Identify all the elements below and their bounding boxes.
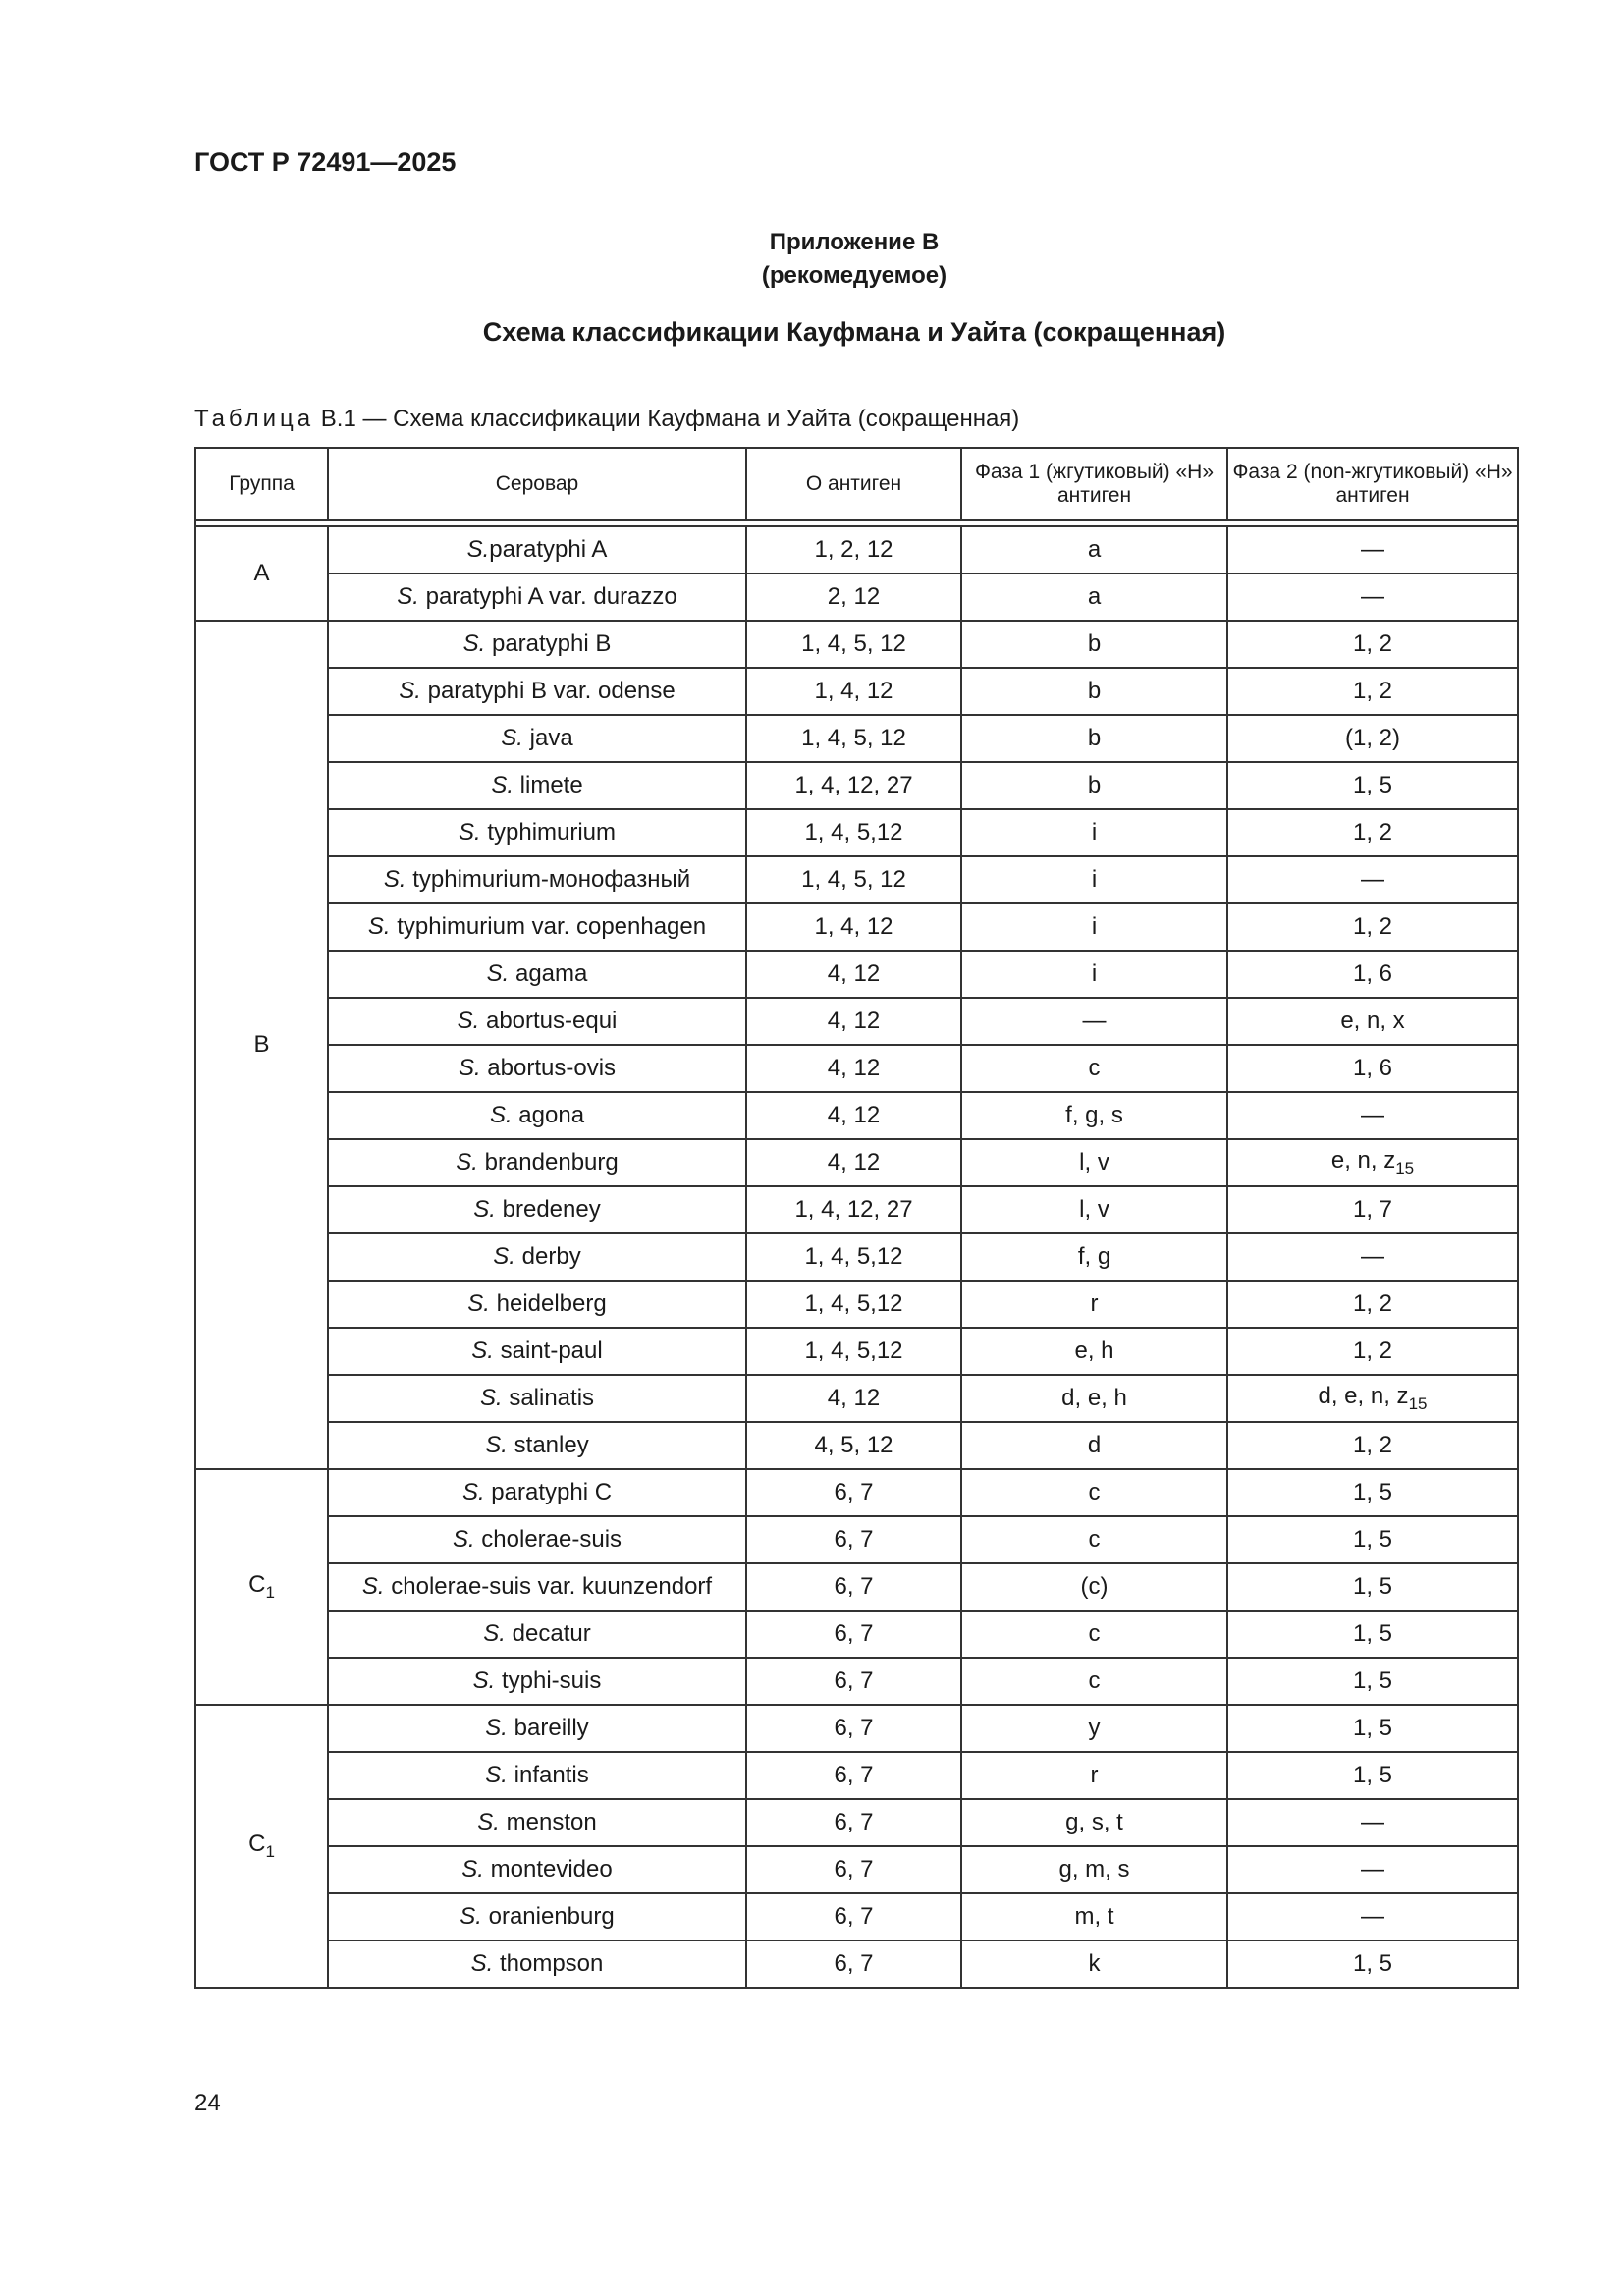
phase-2-value: d, e, n, z bbox=[1318, 1383, 1409, 1410]
o-antigen-cell: 1, 4, 5, 12 bbox=[746, 715, 961, 762]
o-antigen-cell: 4, 12 bbox=[746, 998, 961, 1045]
genus-abbreviation: S. bbox=[483, 1620, 506, 1647]
serovar-cell bbox=[328, 1233, 746, 1281]
table-row bbox=[195, 1139, 1518, 1186]
serovar-cell bbox=[328, 1092, 746, 1139]
genus-abbreviation: S. bbox=[461, 1479, 485, 1505]
column-header-phase-2: Фаза 2 (non-жгутиковый) «Н» антиген bbox=[1227, 448, 1518, 520]
phase-2-value: 1, 5 bbox=[1352, 1715, 1393, 1741]
phase-2-value: 1, 6 bbox=[1352, 1055, 1393, 1081]
serovar-name: oranienburg bbox=[481, 1903, 615, 1930]
table-row bbox=[195, 715, 1518, 762]
phase-1-cell: c bbox=[961, 1469, 1227, 1516]
o-antigen-cell: 1, 4, 12 bbox=[746, 903, 961, 951]
phase-2-cell bbox=[1227, 1139, 1518, 1186]
phase-2-value: 1, 2 bbox=[1352, 1432, 1393, 1458]
phase-2-cell bbox=[1227, 1281, 1518, 1328]
serovar-cell bbox=[328, 1705, 746, 1752]
phase-1-cell: b bbox=[961, 762, 1227, 809]
phase-2-value: 1, 7 bbox=[1352, 1196, 1393, 1223]
section-title: Схема классификации Кауфмана и Уайта (сокращенная) bbox=[482, 317, 1226, 347]
phase-1-cell: e, h bbox=[961, 1328, 1227, 1375]
serovar-name: java bbox=[522, 725, 573, 751]
table-row bbox=[195, 1186, 1518, 1233]
phase-2-value: — bbox=[1361, 1809, 1384, 1835]
phase-2-cell bbox=[1227, 1516, 1518, 1563]
serovar-name: infantis bbox=[507, 1762, 589, 1788]
phase-2-value: 1, 2 bbox=[1352, 819, 1393, 846]
phase-2-cell bbox=[1227, 856, 1518, 903]
serovar-cell bbox=[328, 1139, 746, 1186]
genus-abbreviation: S. bbox=[479, 1385, 503, 1411]
phase-1-cell: m, t bbox=[961, 1893, 1227, 1941]
serovar-cell bbox=[328, 1045, 746, 1092]
genus-abbreviation: S. bbox=[491, 772, 514, 798]
o-antigen-cell: 6, 7 bbox=[746, 1658, 961, 1705]
phase-2-value: (1, 2) bbox=[1344, 725, 1400, 751]
table-row bbox=[195, 998, 1518, 1045]
phase-1-cell: r bbox=[961, 1752, 1227, 1799]
table-row bbox=[195, 621, 1518, 668]
genus-abbreviation: S. bbox=[462, 630, 486, 657]
genus-abbreviation: S. bbox=[461, 1856, 484, 1883]
phase-1-cell: c bbox=[961, 1045, 1227, 1092]
phase-2-cell bbox=[1227, 574, 1518, 621]
group-label: C bbox=[248, 1831, 266, 1858]
genus-abbreviation: S. bbox=[477, 1809, 500, 1835]
genus-abbreviation: S. bbox=[470, 1950, 494, 1977]
serovar-name: typhimurium bbox=[480, 819, 617, 846]
phase-1-cell: c bbox=[961, 1658, 1227, 1705]
genus-abbreviation: S. bbox=[489, 1102, 513, 1128]
phase-1-cell: i bbox=[961, 809, 1227, 856]
serovar-cell bbox=[328, 762, 746, 809]
serovar-name: typhi-suis bbox=[495, 1667, 602, 1694]
o-antigen-cell: 4, 12 bbox=[746, 1045, 961, 1092]
serovar-cell bbox=[328, 574, 746, 621]
phase-2-cell bbox=[1227, 1658, 1518, 1705]
phase-2-cell bbox=[1227, 1799, 1518, 1846]
genus-abbreviation: S. bbox=[457, 1008, 480, 1034]
serovar-name: paratyphi A bbox=[489, 536, 608, 563]
phase-1-cell: a bbox=[961, 526, 1227, 574]
o-antigen-cell: 4, 5, 12 bbox=[746, 1422, 961, 1469]
phase-1-cell: b bbox=[961, 621, 1227, 668]
serovar-name: cholerae-suis bbox=[474, 1526, 622, 1553]
genus-abbreviation: S. bbox=[399, 678, 421, 704]
serovar-name: bredeney bbox=[495, 1196, 601, 1223]
serovar-cell bbox=[328, 1846, 746, 1893]
serovar-name: typhimurium var. copenhagen bbox=[390, 913, 707, 940]
serovar-name: thompson bbox=[493, 1950, 604, 1977]
phase-1-cell: i bbox=[961, 903, 1227, 951]
phase-2-value: — bbox=[1361, 1856, 1384, 1883]
serovar-cell bbox=[328, 1375, 746, 1422]
serovar-name: cholerae-suis var. kuunzendorf bbox=[384, 1573, 713, 1600]
group-cell bbox=[195, 526, 328, 621]
phase-2-subscript: 15 bbox=[1408, 1394, 1428, 1413]
group-label: C bbox=[248, 1571, 266, 1599]
serovar-cell bbox=[328, 1281, 746, 1328]
table-row bbox=[195, 1375, 1518, 1422]
phase-2-value: 1, 2 bbox=[1352, 913, 1393, 940]
group-label: B bbox=[253, 1031, 270, 1058]
serovar-cell bbox=[328, 1469, 746, 1516]
table-row bbox=[195, 856, 1518, 903]
serovar-cell bbox=[328, 1186, 746, 1233]
phase-2-value: — bbox=[1361, 866, 1384, 893]
table-row bbox=[195, 1563, 1518, 1611]
table-row bbox=[195, 762, 1518, 809]
phase-1-cell: — bbox=[961, 998, 1227, 1045]
phase-1-cell: b bbox=[961, 715, 1227, 762]
table-row bbox=[195, 1611, 1518, 1658]
column-header-group: Группа bbox=[195, 448, 328, 520]
serovar-name: decatur bbox=[505, 1620, 591, 1647]
group-subscript: 1 bbox=[265, 1841, 275, 1861]
phase-2-value: — bbox=[1361, 1903, 1384, 1930]
genus-abbreviation: S. bbox=[472, 1667, 496, 1694]
serovar-table bbox=[194, 447, 1519, 1989]
serovar-cell bbox=[328, 951, 746, 998]
table-row bbox=[195, 668, 1518, 715]
phase-2-value: 1, 5 bbox=[1352, 1479, 1393, 1505]
serovar-name: menston bbox=[499, 1809, 597, 1835]
serovar-cell bbox=[328, 526, 746, 574]
phase-1-cell: r bbox=[961, 1281, 1227, 1328]
phase-2-cell bbox=[1227, 1045, 1518, 1092]
o-antigen-cell: 1, 4, 5, 12 bbox=[746, 856, 961, 903]
genus-abbreviation: S. bbox=[460, 1903, 482, 1930]
phase-2-value: 1, 5 bbox=[1352, 1762, 1393, 1788]
serovar-cell bbox=[328, 1752, 746, 1799]
phase-2-cell bbox=[1227, 1563, 1518, 1611]
serovar-cell bbox=[328, 1799, 746, 1846]
phase-2-cell bbox=[1227, 1375, 1518, 1422]
serovar-name: typhimurium-монофазный bbox=[406, 866, 691, 893]
phase-1-cell: d bbox=[961, 1422, 1227, 1469]
annex-title: Приложение В bbox=[769, 229, 940, 255]
phase-2-cell bbox=[1227, 1941, 1518, 1988]
serovar-name: montevideo bbox=[483, 1856, 613, 1883]
phase-2-value: 1, 5 bbox=[1352, 1573, 1393, 1600]
genus-abbreviation: S. bbox=[383, 866, 406, 893]
serovar-name: heidelberg bbox=[489, 1290, 607, 1317]
o-antigen-cell: 1, 4, 12, 27 bbox=[746, 1186, 961, 1233]
table-row bbox=[195, 951, 1518, 998]
table-row bbox=[195, 526, 1518, 574]
serovar-cell bbox=[328, 668, 746, 715]
serovar-name: abortus-equi bbox=[479, 1008, 618, 1034]
phase-1-cell: c bbox=[961, 1611, 1227, 1658]
o-antigen-cell: 6, 7 bbox=[746, 1563, 961, 1611]
phase-2-cell bbox=[1227, 951, 1518, 998]
phase-1-cell: k bbox=[961, 1941, 1227, 1988]
phase-1-cell: l, v bbox=[961, 1139, 1227, 1186]
phase-1-cell: g, s, t bbox=[961, 1799, 1227, 1846]
column-header-phase-1: Фаза 1 (жгутиковый) «Н» антиген bbox=[961, 448, 1227, 520]
genus-abbreviation: S. bbox=[466, 536, 490, 563]
serovar-name: derby bbox=[514, 1243, 581, 1270]
group-cell bbox=[195, 1469, 328, 1705]
serovar-name: agona bbox=[512, 1102, 585, 1128]
phase-2-value: 1, 5 bbox=[1352, 1526, 1393, 1553]
phase-1-cell: d, e, h bbox=[961, 1375, 1227, 1422]
phase-2-value: 1, 2 bbox=[1352, 1338, 1393, 1364]
serovar-cell bbox=[328, 1658, 746, 1705]
serovar-name: brandenburg bbox=[477, 1149, 619, 1175]
serovar-cell bbox=[328, 1422, 746, 1469]
phase-2-value: 1, 5 bbox=[1352, 1620, 1393, 1647]
table-row bbox=[195, 1233, 1518, 1281]
phase-2-value: — bbox=[1361, 1243, 1384, 1270]
serovar-cell bbox=[328, 809, 746, 856]
annex-status: (рекомедуемое) bbox=[761, 262, 947, 289]
genus-abbreviation: S. bbox=[361, 1573, 385, 1600]
phase-2-cell bbox=[1227, 1469, 1518, 1516]
o-antigen-cell: 6, 7 bbox=[746, 1799, 961, 1846]
table-header-row bbox=[195, 448, 1518, 520]
page-number: 24 bbox=[194, 2090, 221, 2116]
serovar-name: abortus-ovis bbox=[480, 1055, 617, 1081]
phase-2-value: e, n, z bbox=[1330, 1147, 1396, 1175]
serovar-cell bbox=[328, 1516, 746, 1563]
phase-2-cell bbox=[1227, 903, 1518, 951]
genus-abbreviation: S. bbox=[485, 1715, 508, 1741]
o-antigen-cell: 4, 12 bbox=[746, 1139, 961, 1186]
table-row bbox=[195, 1658, 1518, 1705]
genus-abbreviation: S. bbox=[458, 1055, 481, 1081]
table-row bbox=[195, 574, 1518, 621]
table-row bbox=[195, 1752, 1518, 1799]
o-antigen-cell: 1, 4, 5,12 bbox=[746, 1281, 961, 1328]
o-antigen-cell: 1, 4, 5,12 bbox=[746, 1328, 961, 1375]
phase-1-cell: c bbox=[961, 1516, 1227, 1563]
o-antigen-cell: 6, 7 bbox=[746, 1941, 961, 1988]
table-caption-text: В.1 — Схема классификации Кауфмана и Уайта (сокращенная) bbox=[314, 406, 1020, 432]
serovar-cell bbox=[328, 856, 746, 903]
o-antigen-cell: 4, 12 bbox=[746, 1375, 961, 1422]
phase-2-cell bbox=[1227, 1893, 1518, 1941]
table-row bbox=[195, 1045, 1518, 1092]
serovar-name: bareilly bbox=[507, 1715, 589, 1741]
table-row bbox=[195, 1328, 1518, 1375]
group-subscript: 1 bbox=[265, 1582, 275, 1602]
o-antigen-cell: 1, 4, 12 bbox=[746, 668, 961, 715]
table-caption-prefix: Таблица bbox=[194, 406, 315, 432]
phase-2-value: 1, 5 bbox=[1352, 772, 1393, 798]
table-row bbox=[195, 1846, 1518, 1893]
group-cell bbox=[195, 1705, 328, 1988]
phase-2-cell bbox=[1227, 1705, 1518, 1752]
table-row bbox=[195, 1705, 1518, 1752]
o-antigen-cell: 4, 12 bbox=[746, 1092, 961, 1139]
serovar-cell bbox=[328, 715, 746, 762]
phase-2-cell bbox=[1227, 1328, 1518, 1375]
serovar-name: paratyphi B bbox=[485, 630, 612, 657]
annex-heading bbox=[0, 226, 1623, 293]
genus-abbreviation: S. bbox=[493, 1243, 515, 1270]
phase-2-cell bbox=[1227, 1611, 1518, 1658]
genus-abbreviation: S. bbox=[367, 913, 391, 940]
genus-abbreviation: S. bbox=[471, 1338, 494, 1364]
column-header-serovar: Серовар bbox=[328, 448, 746, 520]
phase-2-value: — bbox=[1361, 536, 1384, 563]
serovar-name: salinatis bbox=[502, 1385, 595, 1411]
phase-1-cell: a bbox=[961, 574, 1227, 621]
serovar-cell bbox=[328, 903, 746, 951]
serovar-name: paratyphi C bbox=[484, 1479, 613, 1505]
genus-abbreviation: S. bbox=[485, 1432, 508, 1458]
phase-2-cell bbox=[1227, 1752, 1518, 1799]
phase-1-cell: i bbox=[961, 951, 1227, 998]
o-antigen-cell: 1, 2, 12 bbox=[746, 526, 961, 574]
o-antigen-cell: 6, 7 bbox=[746, 1846, 961, 1893]
table-row bbox=[195, 1281, 1518, 1328]
genus-abbreviation: S. bbox=[456, 1149, 478, 1175]
o-antigen-cell: 1, 4, 12, 27 bbox=[746, 762, 961, 809]
group-cell bbox=[195, 621, 328, 1469]
serovar-name: stanley bbox=[507, 1432, 589, 1458]
table-row bbox=[195, 1469, 1518, 1516]
serovar-cell bbox=[328, 1563, 746, 1611]
phase-1-cell: g, m, s bbox=[961, 1846, 1227, 1893]
phase-2-cell bbox=[1227, 809, 1518, 856]
serovar-cell bbox=[328, 1328, 746, 1375]
genus-abbreviation: S. bbox=[458, 819, 481, 846]
serovar-cell bbox=[328, 998, 746, 1045]
phase-2-cell bbox=[1227, 526, 1518, 574]
serovar-cell bbox=[328, 621, 746, 668]
table-row bbox=[195, 1893, 1518, 1941]
phase-1-cell: f, g bbox=[961, 1233, 1227, 1281]
phase-2-cell bbox=[1227, 1092, 1518, 1139]
phase-2-value: 1, 2 bbox=[1352, 678, 1393, 704]
genus-abbreviation: S. bbox=[397, 583, 419, 610]
table-row bbox=[195, 1941, 1518, 1988]
genus-abbreviation: S. bbox=[501, 725, 523, 751]
phase-2-value: — bbox=[1361, 1102, 1384, 1128]
phase-2-value: 1, 6 bbox=[1352, 960, 1393, 987]
o-antigen-cell: 6, 7 bbox=[746, 1893, 961, 1941]
phase-1-cell: f, g, s bbox=[961, 1092, 1227, 1139]
phase-2-value: — bbox=[1361, 583, 1384, 610]
genus-abbreviation: S. bbox=[452, 1526, 475, 1553]
phase-2-cell bbox=[1227, 1233, 1518, 1281]
o-antigen-cell: 6, 7 bbox=[746, 1611, 961, 1658]
serovar-cell bbox=[328, 1611, 746, 1658]
serovar-cell bbox=[328, 1941, 746, 1988]
standard-number: ГОСТ Р 72491—2025 bbox=[194, 147, 457, 177]
phase-1-cell: i bbox=[961, 856, 1227, 903]
serovar-name: agama bbox=[509, 960, 588, 987]
phase-1-cell: y bbox=[961, 1705, 1227, 1752]
table-row bbox=[195, 903, 1518, 951]
phase-1-cell: (c) bbox=[961, 1563, 1227, 1611]
phase-2-value: 1, 2 bbox=[1352, 630, 1393, 657]
genus-abbreviation: S. bbox=[467, 1290, 490, 1317]
o-antigen-cell: 2, 12 bbox=[746, 574, 961, 621]
serovar-name: paratyphi B var. odense bbox=[420, 678, 676, 704]
phase-2-cell bbox=[1227, 1422, 1518, 1469]
serovar-name: saint-paul bbox=[493, 1338, 603, 1364]
o-antigen-cell: 6, 7 bbox=[746, 1469, 961, 1516]
serovar-cell bbox=[328, 1893, 746, 1941]
o-antigen-cell: 6, 7 bbox=[746, 1752, 961, 1799]
phase-2-subscript: 15 bbox=[1395, 1158, 1415, 1177]
o-antigen-cell: 4, 12 bbox=[746, 951, 961, 998]
table-row bbox=[195, 1799, 1518, 1846]
o-antigen-cell: 6, 7 bbox=[746, 1516, 961, 1563]
phase-2-cell bbox=[1227, 762, 1518, 809]
genus-abbreviation: S. bbox=[485, 1762, 508, 1788]
phase-2-cell bbox=[1227, 621, 1518, 668]
phase-2-cell bbox=[1227, 668, 1518, 715]
phase-2-cell bbox=[1227, 998, 1518, 1045]
phase-2-cell bbox=[1227, 1186, 1518, 1233]
phase-2-cell bbox=[1227, 1846, 1518, 1893]
phase-1-cell: b bbox=[961, 668, 1227, 715]
table-row bbox=[195, 1422, 1518, 1469]
group-label: A bbox=[253, 560, 270, 586]
table-row bbox=[195, 809, 1518, 856]
phase-2-value: e, n, x bbox=[1340, 1008, 1405, 1034]
phase-2-value: 1, 5 bbox=[1352, 1667, 1393, 1694]
table-caption bbox=[194, 406, 1019, 433]
table-row bbox=[195, 1516, 1518, 1563]
phase-1-cell: l, v bbox=[961, 1186, 1227, 1233]
serovar-name: paratyphi A var. durazzo bbox=[418, 583, 677, 610]
phase-2-cell bbox=[1227, 715, 1518, 762]
o-antigen-cell: 1, 4, 5,12 bbox=[746, 809, 961, 856]
genus-abbreviation: S. bbox=[473, 1196, 496, 1223]
phase-2-value: 1, 2 bbox=[1352, 1290, 1393, 1317]
phase-2-value: 1, 5 bbox=[1352, 1950, 1393, 1977]
o-antigen-cell: 1, 4, 5, 12 bbox=[746, 621, 961, 668]
table-row bbox=[195, 1092, 1518, 1139]
serovar-name: limete bbox=[514, 772, 583, 798]
table-body bbox=[195, 526, 1518, 1988]
o-antigen-cell: 6, 7 bbox=[746, 1705, 961, 1752]
genus-abbreviation: S. bbox=[486, 960, 510, 987]
column-header-o-antigen: О антиген bbox=[746, 448, 961, 520]
o-antigen-cell: 1, 4, 5,12 bbox=[746, 1233, 961, 1281]
